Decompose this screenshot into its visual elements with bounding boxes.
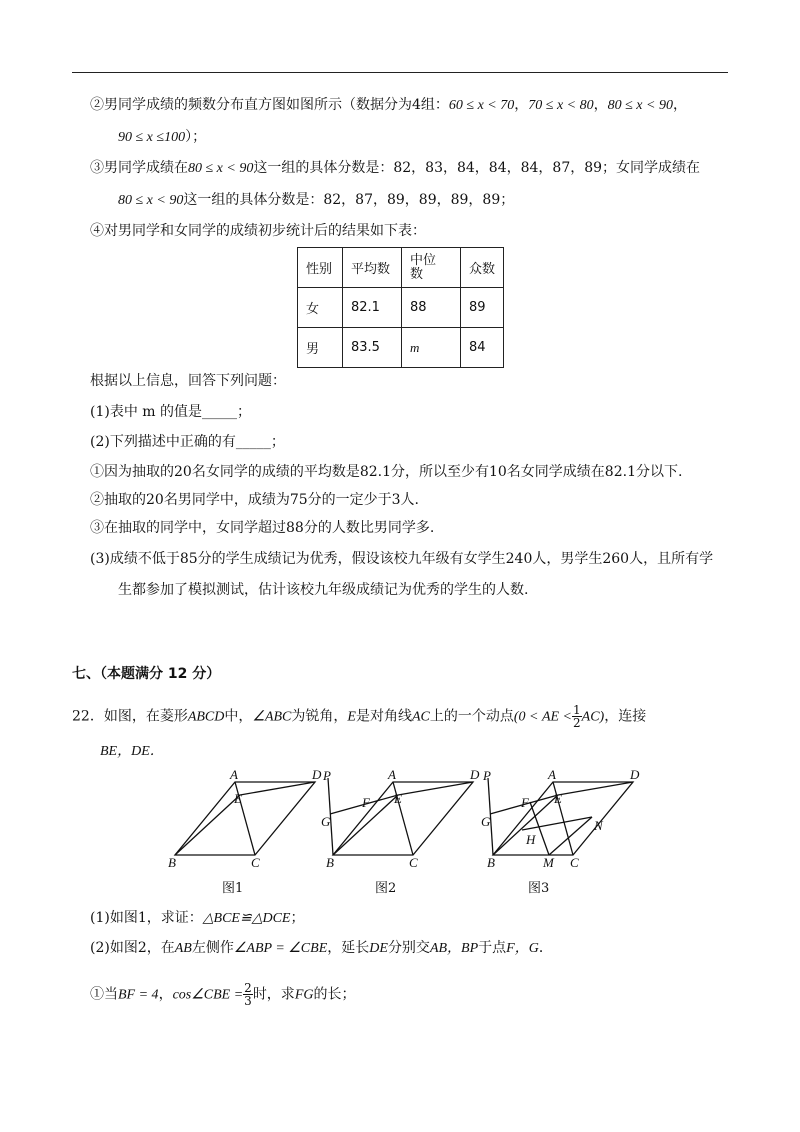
cos-expression: cos∠CBE = (172, 987, 244, 1003)
table-header: 平均数 (343, 248, 402, 288)
group-4-range: 90 ≤ x ≤100 (118, 130, 186, 145)
label-a: A (548, 770, 556, 782)
table-header (402, 248, 461, 288)
figure-1-lines (175, 782, 315, 855)
table-header: 性别 (298, 248, 343, 288)
label-g: G (321, 814, 331, 829)
section-heading: 七、（本题满分 12 分） (72, 666, 221, 682)
label-d: D (312, 770, 322, 782)
text: ，连接 (604, 708, 647, 725)
geometry-figures (160, 770, 650, 900)
stats-table (297, 247, 504, 368)
label-m: M (543, 855, 554, 870)
group-1-range: 60 ≤ x < 70 (448, 98, 515, 113)
label-e: E (554, 791, 562, 806)
figure-3-caption: 图3 (528, 881, 550, 896)
figure-3-lines (488, 778, 633, 855)
male-range: 80 ≤ x < 90 (188, 161, 254, 176)
question-3: (3)成绩不低于85分的学生成绩记为优秀，假设该校九年级有女学生240人，男学生260人，且所有学 (90, 551, 714, 567)
item-4-line: ④对男同学和女同学的成绩初步统计后的结果如下表： (90, 223, 426, 239)
text: 于点 (478, 940, 507, 956)
text: ， (158, 986, 173, 1003)
table-header-row (298, 248, 504, 288)
label-n: N (594, 818, 603, 833)
subquestion-2-1 (90, 982, 355, 1007)
label-g: G (481, 814, 491, 829)
fraction-half (572, 704, 582, 729)
table-cell-mean: 82.1 (343, 288, 402, 328)
denominator: 3 (244, 994, 252, 1008)
option-3: ③在抽取的同学中，女同学超过88分的人数比男同学多. (90, 520, 435, 536)
group-2-range: 70 ≤ x < 80 (528, 98, 594, 113)
item-2-line-cont (118, 127, 206, 148)
label-c: C (409, 855, 418, 870)
segments-ab-bp: AB，BP (429, 941, 479, 956)
text: 时，求 (252, 986, 295, 1003)
segment-ab: AB (174, 941, 192, 956)
segment-de: DE (369, 941, 388, 956)
label-e: E (394, 791, 402, 806)
subquestion-2 (90, 938, 553, 959)
label-c: C (251, 855, 260, 870)
item-3-line (90, 158, 700, 179)
label-b: B (326, 855, 334, 870)
table-cell-mode: 84 (461, 328, 504, 368)
label-e: E (234, 791, 242, 806)
label-f: F (521, 795, 529, 810)
text: ． (538, 940, 553, 956)
label-h: H (526, 832, 536, 847)
option-2: ②抽取的20名男同学中，成绩为75分的一定少于3人. (90, 492, 419, 508)
item-3-body: 这一组的具体分数是：82，83，84，84，84，87，89；女同学成绩在 (253, 160, 701, 176)
bf-value: BF = 4 (118, 987, 159, 1003)
table-cell-median: 88 (402, 288, 461, 328)
figure-2-caption: 图2 (375, 881, 397, 896)
text: 是对角线 (355, 708, 412, 725)
table-row (298, 288, 504, 328)
label-b: B (168, 855, 176, 870)
problem-22-cont: BE，DE． (100, 744, 164, 759)
denominator: 2 (573, 716, 581, 730)
question-3-cont: 生都参加了模拟测试，估计该校九年级成绩记为优秀的学生的人数. (118, 582, 529, 598)
figure-2-lines (328, 778, 473, 855)
item-2-line (90, 95, 687, 116)
top-rule (72, 72, 728, 73)
text: 为锐角， (291, 708, 348, 725)
label-d: D (630, 770, 640, 782)
item-2-text: ②男同学成绩的频数分布直方图如图所示（数据分为4组： (90, 97, 449, 113)
label-p: P (323, 770, 331, 783)
condition-start: (0 < AE < (513, 709, 573, 725)
table-cell-mode: 89 (461, 288, 504, 328)
problem-22-line (72, 704, 646, 729)
table-row (298, 328, 504, 368)
table-cell-median: m (402, 328, 461, 368)
points-f-g: F，G (506, 941, 539, 956)
subquestion-1 (90, 908, 304, 929)
text: ； (290, 910, 305, 926)
label-a: A (388, 770, 396, 782)
text: 分别交 (387, 940, 430, 956)
group-3-range: 80 ≤ x < 90 (607, 98, 673, 113)
median-header-line1: 中位 (410, 252, 437, 268)
label-b: B (487, 855, 495, 870)
text: 中， (224, 708, 253, 725)
table-cell-mean: 83.5 (343, 328, 402, 368)
angle-equation: ∠ABP = ∠CBE (233, 941, 328, 956)
rhombus-name: ABCD (187, 709, 225, 725)
item-2-tail: ）； (185, 129, 207, 145)
segment-fg: FG (294, 987, 314, 1003)
text: 的长； (313, 986, 356, 1003)
label-d: D (470, 770, 480, 782)
table-cell-gender: 女 (298, 288, 343, 328)
separator: ， (593, 97, 608, 113)
item-3-head: ③男同学成绩在 (90, 160, 188, 176)
figure-1-caption: 图1 (222, 881, 244, 896)
question-1: (1)表中 m 的值是_____； (90, 404, 252, 420)
female-range: 80 ≤ x < 90 (118, 193, 184, 208)
item-3-line-cont (118, 190, 514, 211)
label-p: P (483, 770, 491, 783)
fraction-two-thirds (243, 982, 253, 1007)
separator: ， (672, 97, 687, 113)
angle-abc: ∠ABC (252, 709, 292, 725)
question-2: (2)下列描述中正确的有_____； (90, 434, 285, 450)
question-intro: 根据以上信息，回答下列问题： (90, 373, 286, 389)
separator: ， (514, 97, 529, 113)
point-e: E (347, 709, 356, 725)
congruence-expression: △BCE≌△DCE (202, 911, 291, 926)
text: 左侧作 (191, 940, 234, 956)
text: (1)如图1，求证： (90, 910, 203, 926)
table-header: 众数 (461, 248, 504, 288)
problem-22-head: 22．如图，在菱形 (72, 708, 188, 725)
label-f: F (362, 795, 370, 810)
median-header-line2: 数 (410, 266, 424, 282)
label-c: C (570, 855, 579, 870)
label-a: A (230, 770, 238, 782)
table-cell-gender: 男 (298, 328, 343, 368)
numerator: 1 (573, 703, 581, 717)
numerator: 2 (244, 981, 252, 995)
text: ，延长 (327, 940, 370, 956)
text: ①当 (90, 986, 118, 1003)
condition-end: AC) (581, 709, 605, 725)
text: 上的一个动点 (429, 708, 514, 725)
option-1: ①因为抽取的20名女同学的成绩的平均数是82.1分，所以至少有10名女同学成绩在82.1分以下. (90, 464, 683, 480)
text: (2)如图2，在 (90, 940, 175, 956)
item-3-body-cont: 这一组的具体分数是：82，87，89，89，89，89； (183, 192, 515, 208)
diagonal-ac: AC (411, 709, 430, 725)
